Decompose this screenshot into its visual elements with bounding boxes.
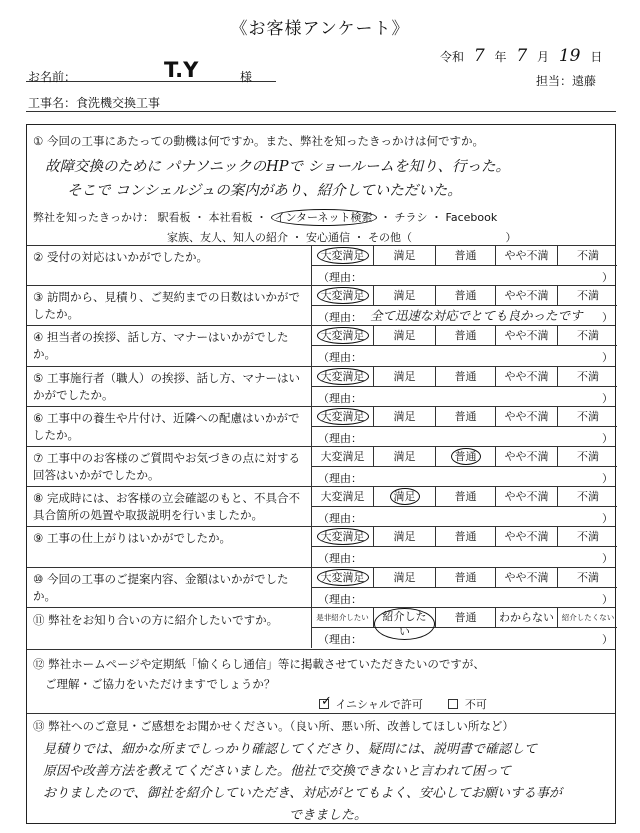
rating-cell	[374, 286, 436, 306]
option-yes-label: イニシャルで許可	[335, 698, 423, 711]
reason-label: （理由：	[318, 391, 362, 405]
rating-grid	[311, 246, 617, 286]
separator: ・	[256, 211, 267, 224]
question-13-answer-line4: できました。	[289, 808, 368, 823]
rating-label: 不満	[577, 329, 599, 343]
year-unit: 年	[494, 50, 507, 64]
rating-label: 普通	[454, 530, 477, 544]
separator: ・	[194, 211, 205, 224]
reason-label: （理由：	[318, 311, 362, 325]
name-field	[26, 60, 276, 82]
rating-label: やや不満	[504, 450, 549, 463]
reason-row	[311, 467, 617, 487]
reason-close: ）	[602, 391, 613, 405]
rating-cell	[496, 407, 558, 427]
rating-label: 大変満足	[320, 450, 365, 463]
rating-question-section	[27, 487, 615, 527]
rating-label: 不満	[577, 450, 599, 463]
option-cell	[558, 608, 618, 628]
rating-cell	[436, 286, 496, 306]
rating-cell	[436, 568, 496, 588]
reason-row	[311, 306, 617, 326]
rating-label: 不満	[577, 409, 599, 423]
question-11-options	[311, 608, 617, 638]
rating-options	[311, 286, 617, 306]
rating-grid	[311, 447, 617, 487]
rating-label: やや不満	[504, 530, 549, 544]
reason-close: ）	[602, 552, 613, 566]
rating-cell	[312, 487, 374, 507]
question-12-text-line2: ご理解・ご協力をいただけますでしょうか？	[45, 677, 276, 691]
rating-label: 満足	[393, 329, 416, 343]
question-11-grid	[311, 608, 617, 648]
reason-close: ）	[602, 512, 613, 526]
reason-label: （理由：	[318, 512, 362, 526]
rating-label: 普通	[454, 329, 477, 343]
question-1-answer-line1: 故障交換のために パナソニックのHPで ショールームを知り、行った。	[45, 159, 511, 175]
year-value: 7	[473, 46, 485, 66]
month-unit: 月	[537, 50, 550, 64]
rating-cell	[436, 527, 496, 547]
rating-grid	[311, 487, 617, 527]
rating-label: 満足	[393, 409, 416, 423]
rating-question-section	[27, 326, 615, 366]
question-13-section	[27, 714, 615, 824]
rating-cell	[436, 487, 496, 507]
question-text: ⑩ 今回の工事のご提案内容、金額はいかがでしたか。	[33, 571, 289, 603]
rating-label: 不満	[577, 490, 599, 504]
question-1-section	[27, 125, 615, 246]
rating-grid	[311, 286, 617, 326]
rating-cell	[374, 447, 436, 467]
question-13-text: ⑬ 弊社へのご意見・ご感想をお聞かせください。（良い所、悪い所、改善してほしい所など）	[33, 719, 514, 733]
checkbox-checked: ✓	[321, 694, 332, 709]
rating-cell	[496, 326, 558, 346]
rating-label-selected: 大変満足	[317, 569, 369, 586]
source-option: 駅看板	[157, 211, 191, 224]
rating-cell	[496, 286, 558, 306]
reason-close: ）	[602, 351, 613, 365]
rating-label-selected: 大変満足	[317, 327, 369, 344]
question-11-text: ⑪ 弊社をお知り合いの方に紹介したいですか。	[33, 613, 279, 627]
reason-close: ）	[602, 311, 613, 325]
rating-question-section	[27, 246, 615, 286]
question-text: ⑨ 工事の仕上がりはいかがでしたか。	[33, 531, 231, 546]
reason-row	[311, 507, 617, 527]
rating-cell	[312, 367, 374, 387]
rating-label: 普通	[454, 249, 477, 262]
question-12-options	[319, 696, 487, 712]
rating-cell	[496, 527, 558, 547]
rating-cell	[558, 367, 618, 387]
rating-label: 不満	[577, 289, 599, 303]
rating-cell	[436, 246, 496, 266]
survey-frame	[26, 124, 616, 824]
rating-label: 満足	[393, 289, 416, 303]
option-label-selected: 紹介したい	[374, 608, 435, 640]
rating-cell	[558, 326, 618, 346]
rating-cell	[496, 246, 558, 266]
rating-cell	[436, 326, 496, 346]
rating-label: 満足	[393, 249, 416, 262]
rating-cell	[374, 367, 436, 387]
question-text: ⑧ 完成時には、お客様の立会確認のもと、不具合不具合箇所の処置や取扱説明を行いましたか。	[33, 491, 300, 523]
rating-grid	[311, 568, 617, 608]
era-label: 令和	[440, 50, 465, 64]
reason-row	[311, 427, 617, 447]
question-11-section	[27, 608, 615, 650]
month-value: 7	[516, 46, 528, 66]
question-1-answer-line2: そこで コンシェルジュの案内があり、紹介していただいた。	[67, 183, 462, 199]
reason-label: （理由：	[318, 351, 362, 365]
rating-label: 普通	[454, 570, 477, 584]
reason-value: 全て迅速な対応でとても良かったです	[370, 308, 583, 324]
separator: ・	[431, 211, 443, 224]
rating-cell	[374, 527, 436, 547]
reason-row	[311, 346, 617, 366]
reason-row	[311, 588, 617, 608]
rating-label: 満足	[393, 570, 416, 584]
reason-close: ）	[602, 431, 613, 445]
reason-row	[311, 547, 617, 567]
reason-close: ）	[602, 592, 613, 606]
rating-label-selected: 大変満足	[317, 408, 369, 425]
source-option: Facebook	[445, 211, 498, 224]
reason-close: ）	[602, 271, 613, 284]
question-text: ④ 担当者の挨拶、話し方、マナーはいかがでしたか。	[33, 330, 289, 362]
rating-cell	[374, 568, 436, 588]
rating-label-selected: 大変満足	[317, 528, 369, 545]
rating-options	[311, 527, 617, 547]
rating-label-selected: 大変満足	[317, 368, 369, 385]
source-option: 家族、友人、知人の紹介	[167, 231, 288, 244]
reason-label: （理由：	[318, 592, 362, 606]
reason-label: （理由：	[318, 633, 362, 646]
reason-label: （理由：	[318, 472, 362, 485]
rating-cell	[558, 568, 618, 588]
rating-cell	[312, 286, 374, 306]
rating-label: 不満	[577, 249, 599, 262]
source-option: 本社看板	[208, 211, 253, 224]
rating-label: やや不満	[504, 490, 549, 504]
rating-label: 満足	[393, 369, 416, 383]
option-label: わからない	[499, 611, 554, 624]
staff-label: 担当：遠藤	[536, 74, 597, 88]
rating-label: 不満	[577, 570, 599, 584]
rating-cell	[312, 326, 374, 346]
rating-cell	[496, 487, 558, 507]
source-option: チラシ	[394, 211, 428, 224]
name-suffix: 様	[240, 70, 253, 84]
rating-label: やや不満	[504, 409, 549, 423]
name-label: お名前：	[28, 70, 77, 84]
reason-close: ）	[602, 633, 613, 646]
rating-options	[311, 326, 617, 346]
rating-cell	[558, 286, 618, 306]
option-no-label: 不可	[464, 698, 487, 711]
rating-cell	[558, 407, 618, 427]
rating-label: 普通	[454, 289, 477, 303]
option-cell	[436, 608, 496, 628]
rating-label: 普通	[454, 490, 477, 504]
rating-label: 普通	[454, 369, 477, 383]
rating-label: 満足	[393, 450, 416, 463]
day-unit: 日	[590, 50, 603, 64]
rating-cell	[558, 487, 618, 507]
rating-cell	[436, 407, 496, 427]
rating-cell	[312, 527, 374, 547]
rating-cell	[374, 326, 436, 346]
rating-cell	[496, 568, 558, 588]
rating-cell	[496, 367, 558, 387]
work-name: 工事名：食洗機交換工事	[26, 90, 616, 112]
rating-options	[311, 407, 617, 427]
reason-row	[311, 266, 617, 286]
question-11-reason	[311, 628, 617, 648]
rating-cell	[374, 246, 436, 266]
rating-options	[311, 367, 617, 387]
question-13-answer-line1: 見積りでは、細かな所までしっかり確認してくださり、疑問には、説明書で確認して	[43, 742, 538, 757]
page-title: 《お客様アンケート》	[230, 19, 410, 39]
option-cell	[496, 608, 558, 628]
rating-cell	[496, 447, 558, 467]
question-13-answer-line3: おりましたので、御社を紹介していただき、対応がとてもよく、安心してお願いする事が	[43, 786, 562, 801]
option-cell	[374, 608, 436, 638]
rating-grid	[311, 407, 617, 447]
rating-grid	[311, 527, 617, 567]
rating-label: やや不満	[504, 329, 549, 343]
rating-cell	[312, 568, 374, 588]
rating-cell	[374, 407, 436, 427]
reason-row	[311, 387, 617, 407]
rating-label: やや不満	[504, 369, 549, 383]
reason-label: （理由：	[318, 271, 362, 284]
rating-grid	[311, 326, 617, 366]
rating-label: 大変満足	[320, 490, 365, 504]
rating-cell	[558, 447, 618, 467]
rating-label-selected: 満足	[390, 488, 420, 505]
rating-label: 不満	[577, 530, 599, 544]
source-option: 安心通信	[306, 231, 350, 244]
rating-cell	[558, 527, 618, 547]
rating-grid	[311, 367, 617, 407]
source-option-selected: インターネット検索	[271, 209, 377, 226]
rating-cell	[374, 487, 436, 507]
question-text: ⑤ 工事施行者（職人）の挨拶、話し方、マナーはいかがでしたか。	[33, 370, 300, 402]
option-label: 紹介したくない	[561, 613, 615, 622]
rating-question-section	[27, 407, 615, 447]
rating-options	[311, 246, 617, 266]
option-label: 是非紹介したい	[316, 613, 369, 622]
rating-label: やや不満	[504, 249, 549, 262]
rating-label-selected: 大変満足	[317, 247, 369, 264]
option-cell	[312, 608, 374, 628]
source-options-line1	[33, 209, 497, 226]
rating-label: 普通	[454, 409, 477, 423]
rating-label: やや不満	[504, 289, 549, 303]
reason-close: ）	[602, 472, 613, 485]
question-text: ② 受付の対応はいかがでしたか。	[33, 250, 208, 264]
checkbox-unchecked	[448, 699, 458, 709]
separator: ・	[380, 211, 392, 224]
rating-label: 不満	[577, 369, 599, 383]
question-12-text-line1: ⑫ 弊社ホームページや定期紙「愉くらし通信」等に掲載させていただきたいのですが、	[33, 657, 485, 671]
source-options-line2	[167, 229, 517, 245]
rating-label-selected: 大変満足	[317, 287, 369, 304]
rating-cell	[312, 407, 374, 427]
rating-cell	[558, 246, 618, 266]
day-value: 19	[558, 46, 581, 66]
rating-options	[311, 568, 617, 588]
rating-cell	[312, 246, 374, 266]
rating-cell	[436, 447, 496, 467]
rating-question-section	[27, 286, 615, 326]
rating-question-section	[27, 367, 615, 407]
separator: ・	[291, 231, 303, 244]
option-label: 普通	[454, 611, 477, 624]
question-1-text: ① 今回の工事にあたっての動機は何ですか。また、弊社を知ったきっかけは何ですか。	[33, 134, 484, 148]
reason-label: （理由：	[318, 431, 362, 445]
question-text: ③ 訪問から、見積り、ご契約までの日数はいかがでしたか。	[33, 290, 300, 322]
rating-cell	[436, 367, 496, 387]
separator: ・	[353, 231, 365, 244]
source-option-close: ）	[505, 231, 517, 244]
rating-label-selected: 普通	[451, 448, 481, 465]
question-13-answer-line2: 原因や改善方法を教えてくださいました。他社で交換できないと言われて困って	[43, 764, 512, 779]
rating-label: 満足	[393, 530, 416, 544]
rating-label: やや不満	[504, 570, 549, 584]
name-value: T.Y	[164, 58, 199, 82]
rating-question-section	[27, 447, 615, 487]
rating-cell	[312, 447, 374, 467]
reason-label: （理由：	[318, 552, 362, 566]
question-text: ⑥ 工事中の養生や片付け、近隣への配慮はいかがでしたか。	[33, 410, 300, 442]
rating-question-section	[27, 527, 615, 567]
question-12-section	[27, 650, 615, 714]
date-field	[440, 46, 602, 66]
source-option: その他（	[368, 231, 412, 244]
question-text: ⑦ 工事中のお客様のご質問やお気づきの点に対する回答はいかがでしたか。	[33, 451, 300, 482]
source-label: 弊社を知ったきっかけ：	[33, 211, 154, 224]
rating-options	[311, 487, 617, 507]
rating-question-section	[27, 568, 615, 608]
rating-options	[311, 447, 617, 467]
